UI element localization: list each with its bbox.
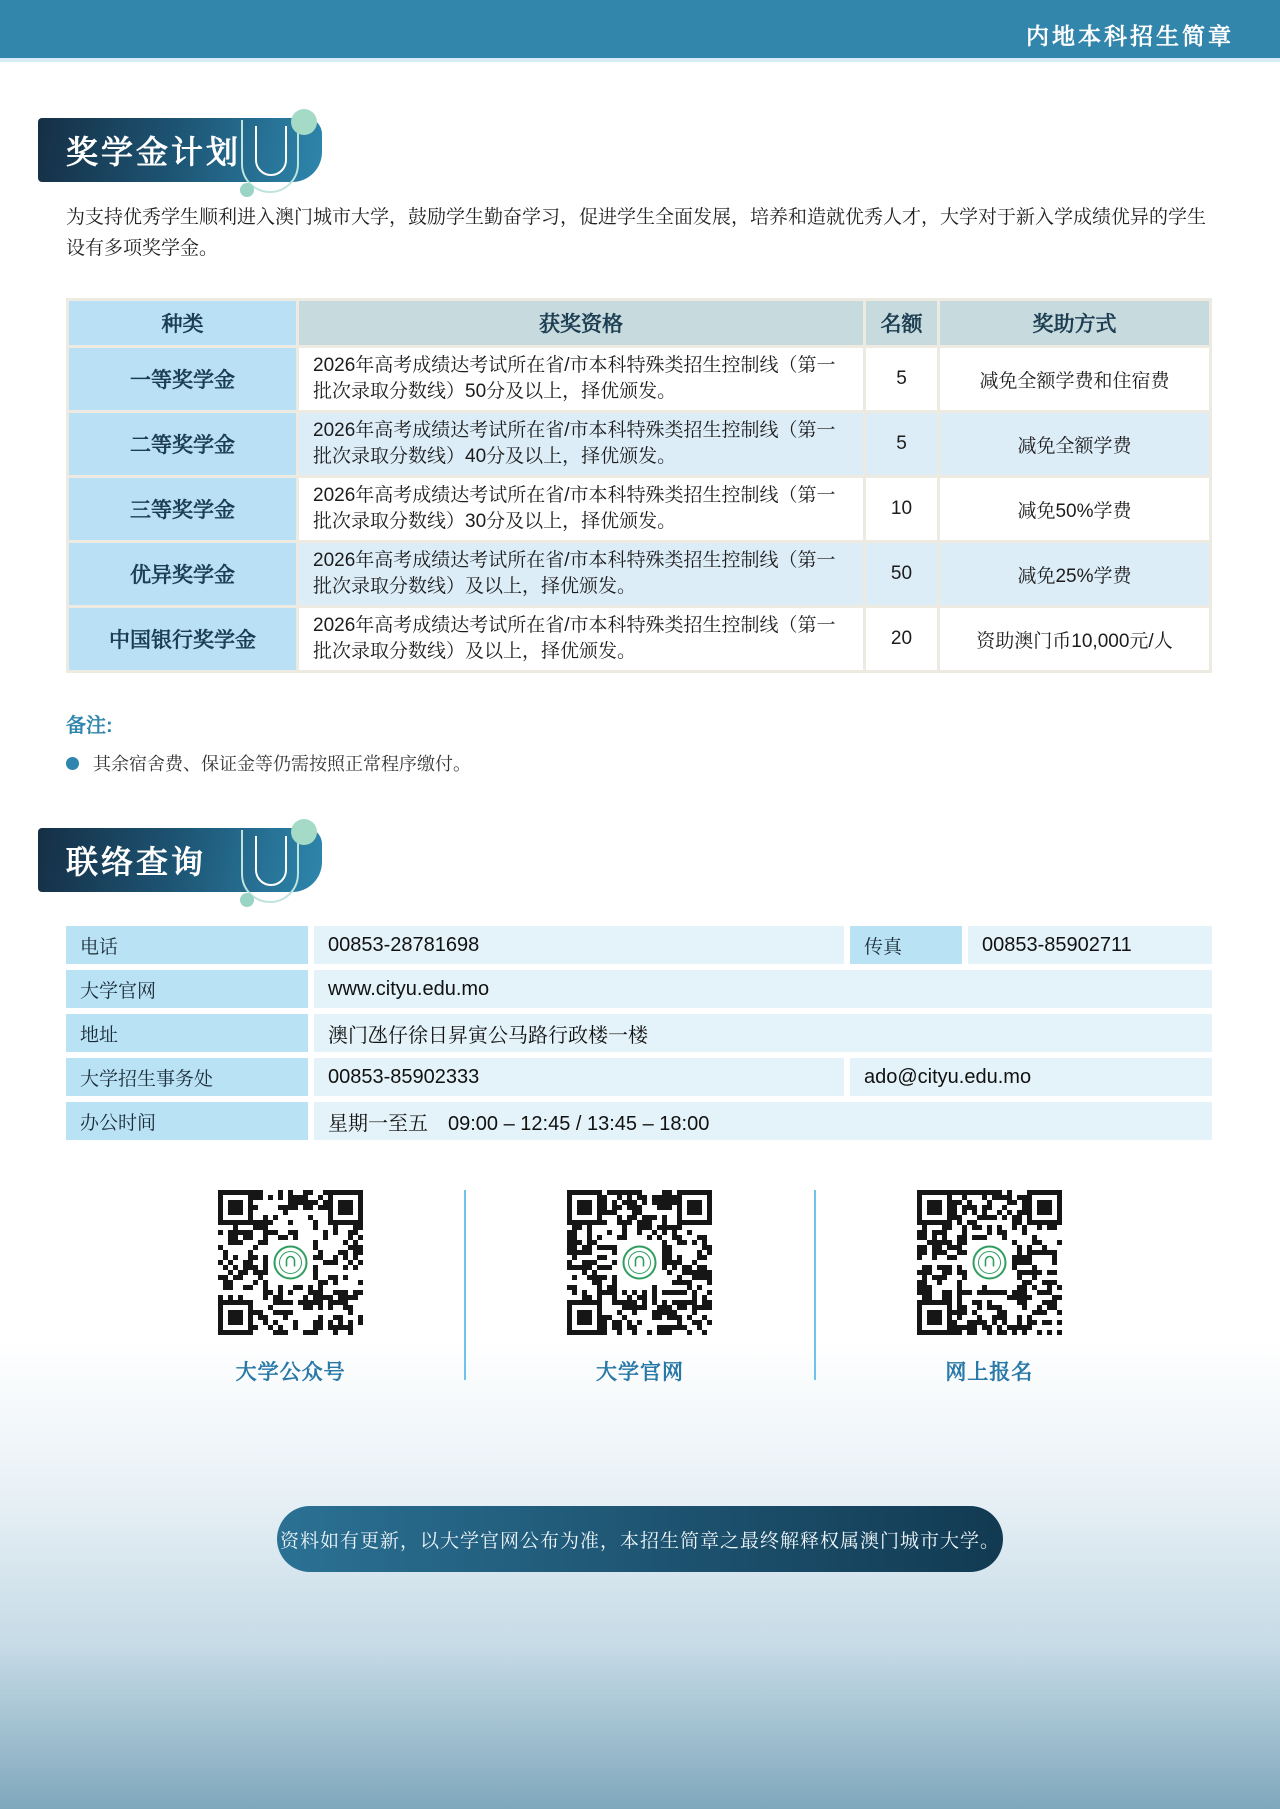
section-title: 奖学金计划	[66, 134, 242, 170]
award-cell: 减免全额学费和住宿费	[940, 348, 1209, 410]
contact-address-label: 地址	[66, 1014, 308, 1052]
contact-fax-label: 传真	[850, 926, 962, 964]
quota-cell: 5	[866, 413, 937, 475]
quota-cell: 20	[866, 608, 937, 670]
page-header-title: 内地本科招生简章	[1026, 22, 1234, 49]
footer-disclaimer-text: 资料如有更新，以大学官网公布为准，本招生简章之最终解释权属澳门城市大学。	[279, 1530, 1000, 1552]
notes-title: 备注:	[66, 715, 113, 737]
award-cell: 减免25%学费	[940, 543, 1209, 605]
qr-block-wechat	[117, 1190, 464, 1386]
qr-code	[218, 1190, 363, 1340]
qr-block-apply	[816, 1190, 1163, 1386]
eligibility-cell: 2026年高考成绩达考试所在省/市本科特殊类招生控制线（第一批次录取分数线）50分及以上，择优颁发。	[299, 348, 863, 410]
u-logo-icon	[216, 806, 320, 918]
scholarship-type-cell: 二等奖学金	[69, 413, 296, 475]
qr-code	[917, 1190, 1062, 1340]
section-header-contact	[38, 828, 322, 892]
contact-hours-value: 星期一至五 09:00 – 12:45 / 13:45 – 18:00	[314, 1102, 1212, 1140]
quota-cell: 5	[866, 348, 937, 410]
qr-block-website	[466, 1190, 813, 1386]
contact-address-value: 澳门氹仔徐日昇寅公马路行政楼一楼	[314, 1014, 1212, 1052]
qr-section	[117, 1190, 1163, 1386]
contact-phone-value: 00853-28781698	[314, 926, 844, 964]
notes-block	[66, 709, 1280, 776]
contact-admissions-email: ado@cityu.edu.mo	[850, 1058, 1212, 1096]
column-header-type: 种类	[69, 301, 296, 345]
qr-label: 大学官网	[595, 1361, 684, 1384]
scholarship-type-cell: 三等奖学金	[69, 478, 296, 540]
contact-admissions-label: 大学招生事务处	[66, 1058, 308, 1096]
contact-website-label: 大学官网	[66, 970, 308, 1008]
contact-phone-label: 电话	[66, 926, 308, 964]
u-logo-icon	[216, 96, 320, 208]
note-text: 其余宿舍费、保证金等仍需按照正常程序缴付。	[93, 754, 471, 774]
scholarship-type-cell: 一等奖学金	[69, 348, 296, 410]
eligibility-cell: 2026年高考成绩达考试所在省/市本科特殊类招生控制线（第一批次录取分数线）及以上，择优颁发。	[299, 608, 863, 670]
award-cell: 减免50%学费	[940, 478, 1209, 540]
column-header-award: 奖助方式	[940, 301, 1209, 345]
section-title: 联络查询	[66, 844, 207, 880]
contact-admissions-phone: 00853-85902333	[314, 1058, 844, 1096]
contact-table	[66, 926, 1212, 1140]
quota-cell: 10	[866, 478, 937, 540]
header-divider	[0, 58, 1280, 62]
qr-label: 网上报名	[945, 1361, 1034, 1384]
contact-website-value: www.cityu.edu.mo	[314, 970, 1212, 1008]
eligibility-cell: 2026年高考成绩达考试所在省/市本科特殊类招生控制线（第一批次录取分数线）30分及以上，择优颁发。	[299, 478, 863, 540]
eligibility-cell: 2026年高考成绩达考试所在省/市本科特殊类招生控制线（第一批次录取分数线）40分及以上，择优颁发。	[299, 413, 863, 475]
section-header-scholarship	[38, 118, 322, 182]
scholarship-type-cell: 中国银行奖学金	[69, 608, 296, 670]
footer-disclaimer	[277, 1506, 1003, 1572]
bullet-icon	[66, 757, 79, 770]
quota-cell: 50	[866, 543, 937, 605]
page-header-banner	[0, 0, 1280, 58]
qr-code	[567, 1190, 712, 1340]
eligibility-cell: 2026年高考成绩达考试所在省/市本科特殊类招生控制线（第一批次录取分数线）及以上，择优颁发。	[299, 543, 863, 605]
contact-hours-label: 办公时间	[66, 1102, 308, 1140]
award-cell: 资助澳门币10,000元/人	[940, 608, 1209, 670]
scholarship-intro-paragraph: 为支持优秀学生顺利进入澳门城市大学，鼓励学生勤奋学习，促进学生全面发展，培养和造就优秀人才，大学对于新入学成绩优异的学生设有多项奖学金。	[66, 207, 1207, 259]
qr-label: 大学公众号	[235, 1361, 346, 1384]
award-cell: 减免全额学费	[940, 413, 1209, 475]
scholarship-type-cell: 优异奖学金	[69, 543, 296, 605]
note-item	[66, 750, 1280, 776]
scholarship-table	[66, 298, 1212, 673]
contact-fax-value: 00853-85902711	[968, 926, 1212, 964]
column-header-eligibility: 获奖资格	[299, 301, 863, 345]
column-header-quota: 名额	[866, 301, 937, 345]
